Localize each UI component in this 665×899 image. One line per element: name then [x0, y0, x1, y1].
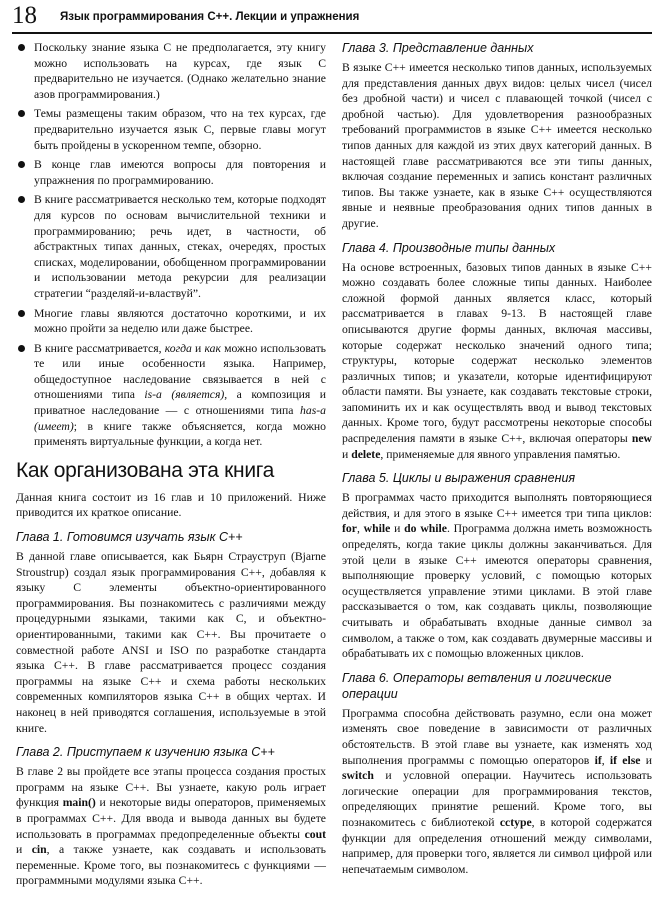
chapter-1-title: Глава 1. Готовимся изучать язык С++	[16, 530, 243, 545]
list-item: Темы размещены таким образом, что на тех курсах, где предварительно изучается язык С, первые главы могут быть пройдены в ускоренном темпе, обзорно.	[16, 106, 326, 153]
page-header	[12, 4, 652, 34]
left-column	[16, 40, 326, 889]
chapter-1-text: В данной главе описывается, как Бьярн Страуструп (Bjarne Stroustrup) создал язык программирования С++, добавляя к языку С элементы объектно-ориентированного программирования. Вы познакомитесь с различиями между процедурными языками, такими как С, и объектно-ориентированными, такими как С++. Вы прочитаете о совместной работе ANSI и ISO по разработке стандарта языка С++. В главе рассматривается процесс создания программы на языке С++ и схема работы нескольких современных компиляторов языка С++ в общих чертах. И наконец в ней приводятся соглашения, используемые в этой книге.	[16, 550, 326, 735]
page-number: 18	[12, 2, 37, 29]
chapter-6-text: Программа способна действовать разумно, если она может изменять свое поведение в зависимости от различных обстоятельств. В этой главе вы узнаете, как изменять ход выполнения программы с помощью операторов if, if else и switch и условной операции. Научитесь использовать логические операции для программирования текстов, определяющих принятие решений. Кроме того, вы познакомитесь с библиотекой cctype, в которой содержатся функции для определения отношений между символами, например, для проверки того, является ли символ цифрой или непечатаемым символом.	[342, 706, 653, 876]
chapter-5-title: Глава 5. Циклы и выражения сравнения	[342, 471, 576, 486]
chapter-3-text: В языке С++ имеется несколько типов данных, используемых для представления данных двух видов: целых чисел (чисел без дробной части) и чисел с плавающей точкой (чисел с дробной частью). Для удовлетворения разнообразных требований программистов в языке С++ имеется несколько типов данных для каждой из этих двух категорий данных. В настоящей главе рассматриваются все эти типы данных, включая создание переменных и запись констант различных типов. Вы также узнаете, как в языке С++ осуществляются явные и неявные преобразования одних типов данных в другие.	[342, 61, 652, 230]
chapter-2-title: Глава 2. Приступаем к изучению языка С++	[16, 745, 275, 760]
chapter-4-text: На основе встроенных, базовых типов данных в языке С++ можно создавать более сложные типы данных. Наиболее сложной формой данных является класс, который рассматривается в главах 9-13. В настоящей главе описываются другие формы данных, включая массивы, которые содержат несколько значений одного типа; структуры, которые содержат несколько элементов различных типов; и указатели, которые идентифицируют области памяти. Вы узнаете, как создавать текстовые строки, запоминить их и как осуществлять ввод и вывод текстовых данных. Кроме того, будут рассмотрены некоторые способы распределения памяти в языке С++, включая операторы new и delete, применяемые для явного управления памятью.	[342, 260, 652, 461]
chapter-6-title: Глава 6. Операторы ветвления и логические операции	[342, 670, 612, 701]
bullet-icon	[18, 44, 25, 51]
chapter-3-title: Глава 3. Представление данных	[342, 41, 534, 55]
section-title: Как организована эта книга	[16, 458, 275, 482]
running-title: Язык программирования С++. Лекции и упражнения	[60, 11, 360, 23]
bullet-icon	[18, 196, 25, 203]
list-item: Поскольку знание языка С не предполагается, эту книгу можно использовать на курсах, где язык С предварительно не изучается. (Однако желательно знание азов программирования.)	[16, 40, 326, 102]
list-item: В конце глав имеются вопросы для повторения и упражнения по программированию.	[16, 157, 326, 188]
right-column	[342, 40, 652, 877]
chapter-5-text: В программах часто приходится выполнять повторяющиеся действия, и для этого в языке С++ имеется три типа циклов: for, while и do while. Программа должна иметь возможность определять, когда такие циклы должны заканчиваться. Для этой цели в языке С++ имеются операторы сравнения, выполняющие проверку условий, с помощью которых осуществляется управление этими циклами. В этой главе рассказывается о том, как создавать циклы, позволяющие считывать и обрабатывать входные данные символ за символом, а также о том, как создавать двумерные массивы и обрабатывать их с помощью вложенных циклов.	[342, 491, 652, 661]
feature-list	[16, 40, 326, 450]
bullet-icon	[18, 161, 25, 168]
list-item: В книге рассматривается, когда и как можно использовать те или иные особенности языка. Например, общедоступное наследование связывается в ней с отношениями типа is-a (является), а композиция и приватное наследование — с отношениями типа has-a (имеет); в книге также объясняется, когда можно применять виртуальные функции, а когда нет.	[16, 341, 326, 450]
bullet-icon	[18, 345, 25, 352]
chapter-2-text: В главе 2 вы пройдете все этапы процесса создания простых программ на языке С++. Вы узнаете, какую роль играет функция main() и некоторые виды операторов, применяемых в программах С++. Для ввода и вывода данных вы будете использовать в программах предопределенные объекты cout и cin, а также узнаете, как создавать и использовать переменные. Кроме того, вы познакомитесь с функциями — программными модулями языка С++.	[16, 765, 326, 888]
list-item: В книге рассматривается несколько тем, которые подходят для курсов по основам вычислительной техники и программированию; речь идет, в частности, об абстрактных типах данных, стеках, очередях, простых списках, моделировании, обобщенном программировании и использовании метода рекурсии для реализации стратегии “разделяй-и-властвуй”.	[16, 192, 326, 301]
bullet-icon	[18, 310, 25, 317]
chapter-4-title: Глава 4. Производные типы данных	[342, 240, 556, 255]
list-item: Многие главы являются достаточно короткими, и их можно пройти за неделю или даже быстрее.	[16, 306, 326, 337]
section-intro: Данная книга состоит из 16 глав и 10 приложений. Ниже приводится их краткое описание.	[16, 490, 326, 520]
bullet-icon	[18, 110, 25, 117]
